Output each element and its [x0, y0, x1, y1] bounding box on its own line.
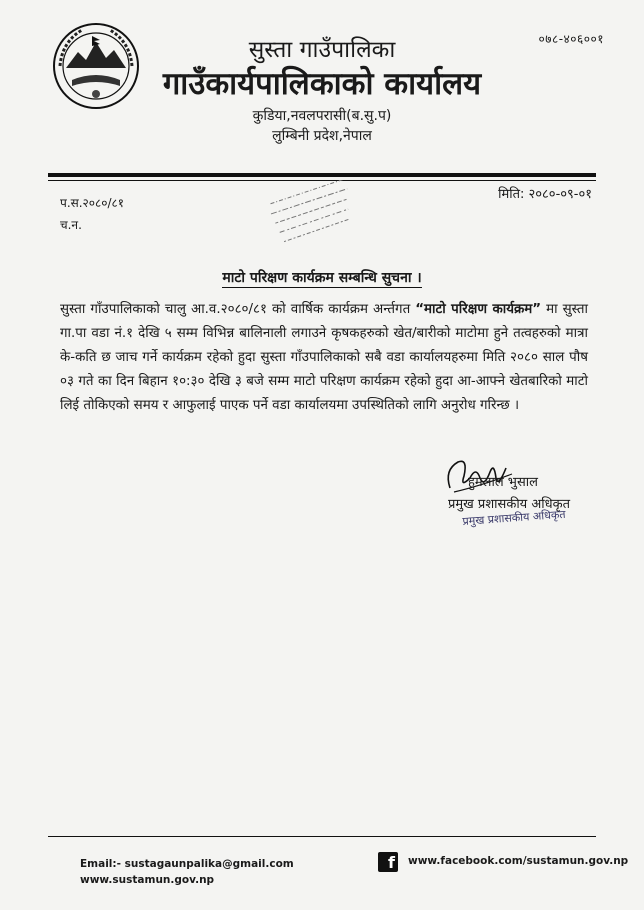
patra-sankhya: प.स.२०८०/८१ — [60, 196, 125, 210]
notice-subject — [0, 268, 644, 287]
address-line-1: कुडिया,नवलपरासी(ब.सु.प) — [252, 108, 392, 124]
signatory-name: हुमलाल भुसाल — [468, 475, 538, 490]
issue-date: मिति: २०८०-०९-०१ — [498, 187, 592, 202]
municipality-name: सुस्ता गाउँपालिका — [248, 37, 396, 63]
body-text-end: मा सुस्ता गा.पा वडा नं.१ देखि ५ सम्म विभिन्न बालिनाली लगाउने कृषकहरुको खेत/बारीको माटोमा हुने तत्वहरुको मात्रा के-कति छ जाच गर्ने कार्यक्रम रहेको हुदा सुस्ता गाँउपालिकाको सबै वडा कार्यालयहरुमा मिति २०८० साल पौष ०३ गते का दिन बिहान १०:३० देखि ३ बजे सम्म माटो परिक्षण कार्यक्रम रहेको हुदा आ-आफ्ने खेतबारिको माटो लिई तोकिएको समय र आफुलाई पाएक पर्ने वडा कार्यालयमा उपस्थितिको लागि अनुरोध गरिन्छ । — [60, 302, 588, 413]
signatory-title: प्रमुख प्रशासकीय अधिकृत — [448, 497, 571, 512]
office-seal-stamp-icon — [262, 180, 362, 246]
notice-subject-text: माटो परिक्षण कार्यक्रम सम्बन्धि सुचना । — [222, 270, 422, 286]
body-text-start: सुस्ता गाँउपालिकाको चालु आ.व.२०८०/८१ को वार्षिक कार्यक्रम अर्न्तगत — [60, 302, 416, 317]
signatory-designation-stamp: प्रमुख प्रशासकीय अधिकृत — [462, 507, 566, 528]
chalani-number: च.न. — [60, 218, 82, 232]
footer-website: www.sustamun.gov.np — [80, 874, 215, 886]
footer-facebook: www.facebook.com/sustamun.gov.np — [408, 855, 629, 867]
notice-body — [60, 298, 588, 418]
header-divider-thick — [48, 173, 596, 177]
office-title: गाउँकार्यपालिकाको कार्यालय — [162, 66, 482, 102]
footer-divider — [48, 836, 596, 837]
facebook-icon: f — [378, 852, 398, 872]
reference-number: ०७८-४०६००१ — [538, 32, 604, 46]
address-line-2: लुम्बिनी प्रदेश,नेपाल — [272, 128, 372, 144]
footer-email: Email:- sustagaunpalika@gmail.com — [80, 858, 294, 870]
body-emphasis: “माटो परिक्षण कार्यक्रम” — [415, 302, 542, 317]
